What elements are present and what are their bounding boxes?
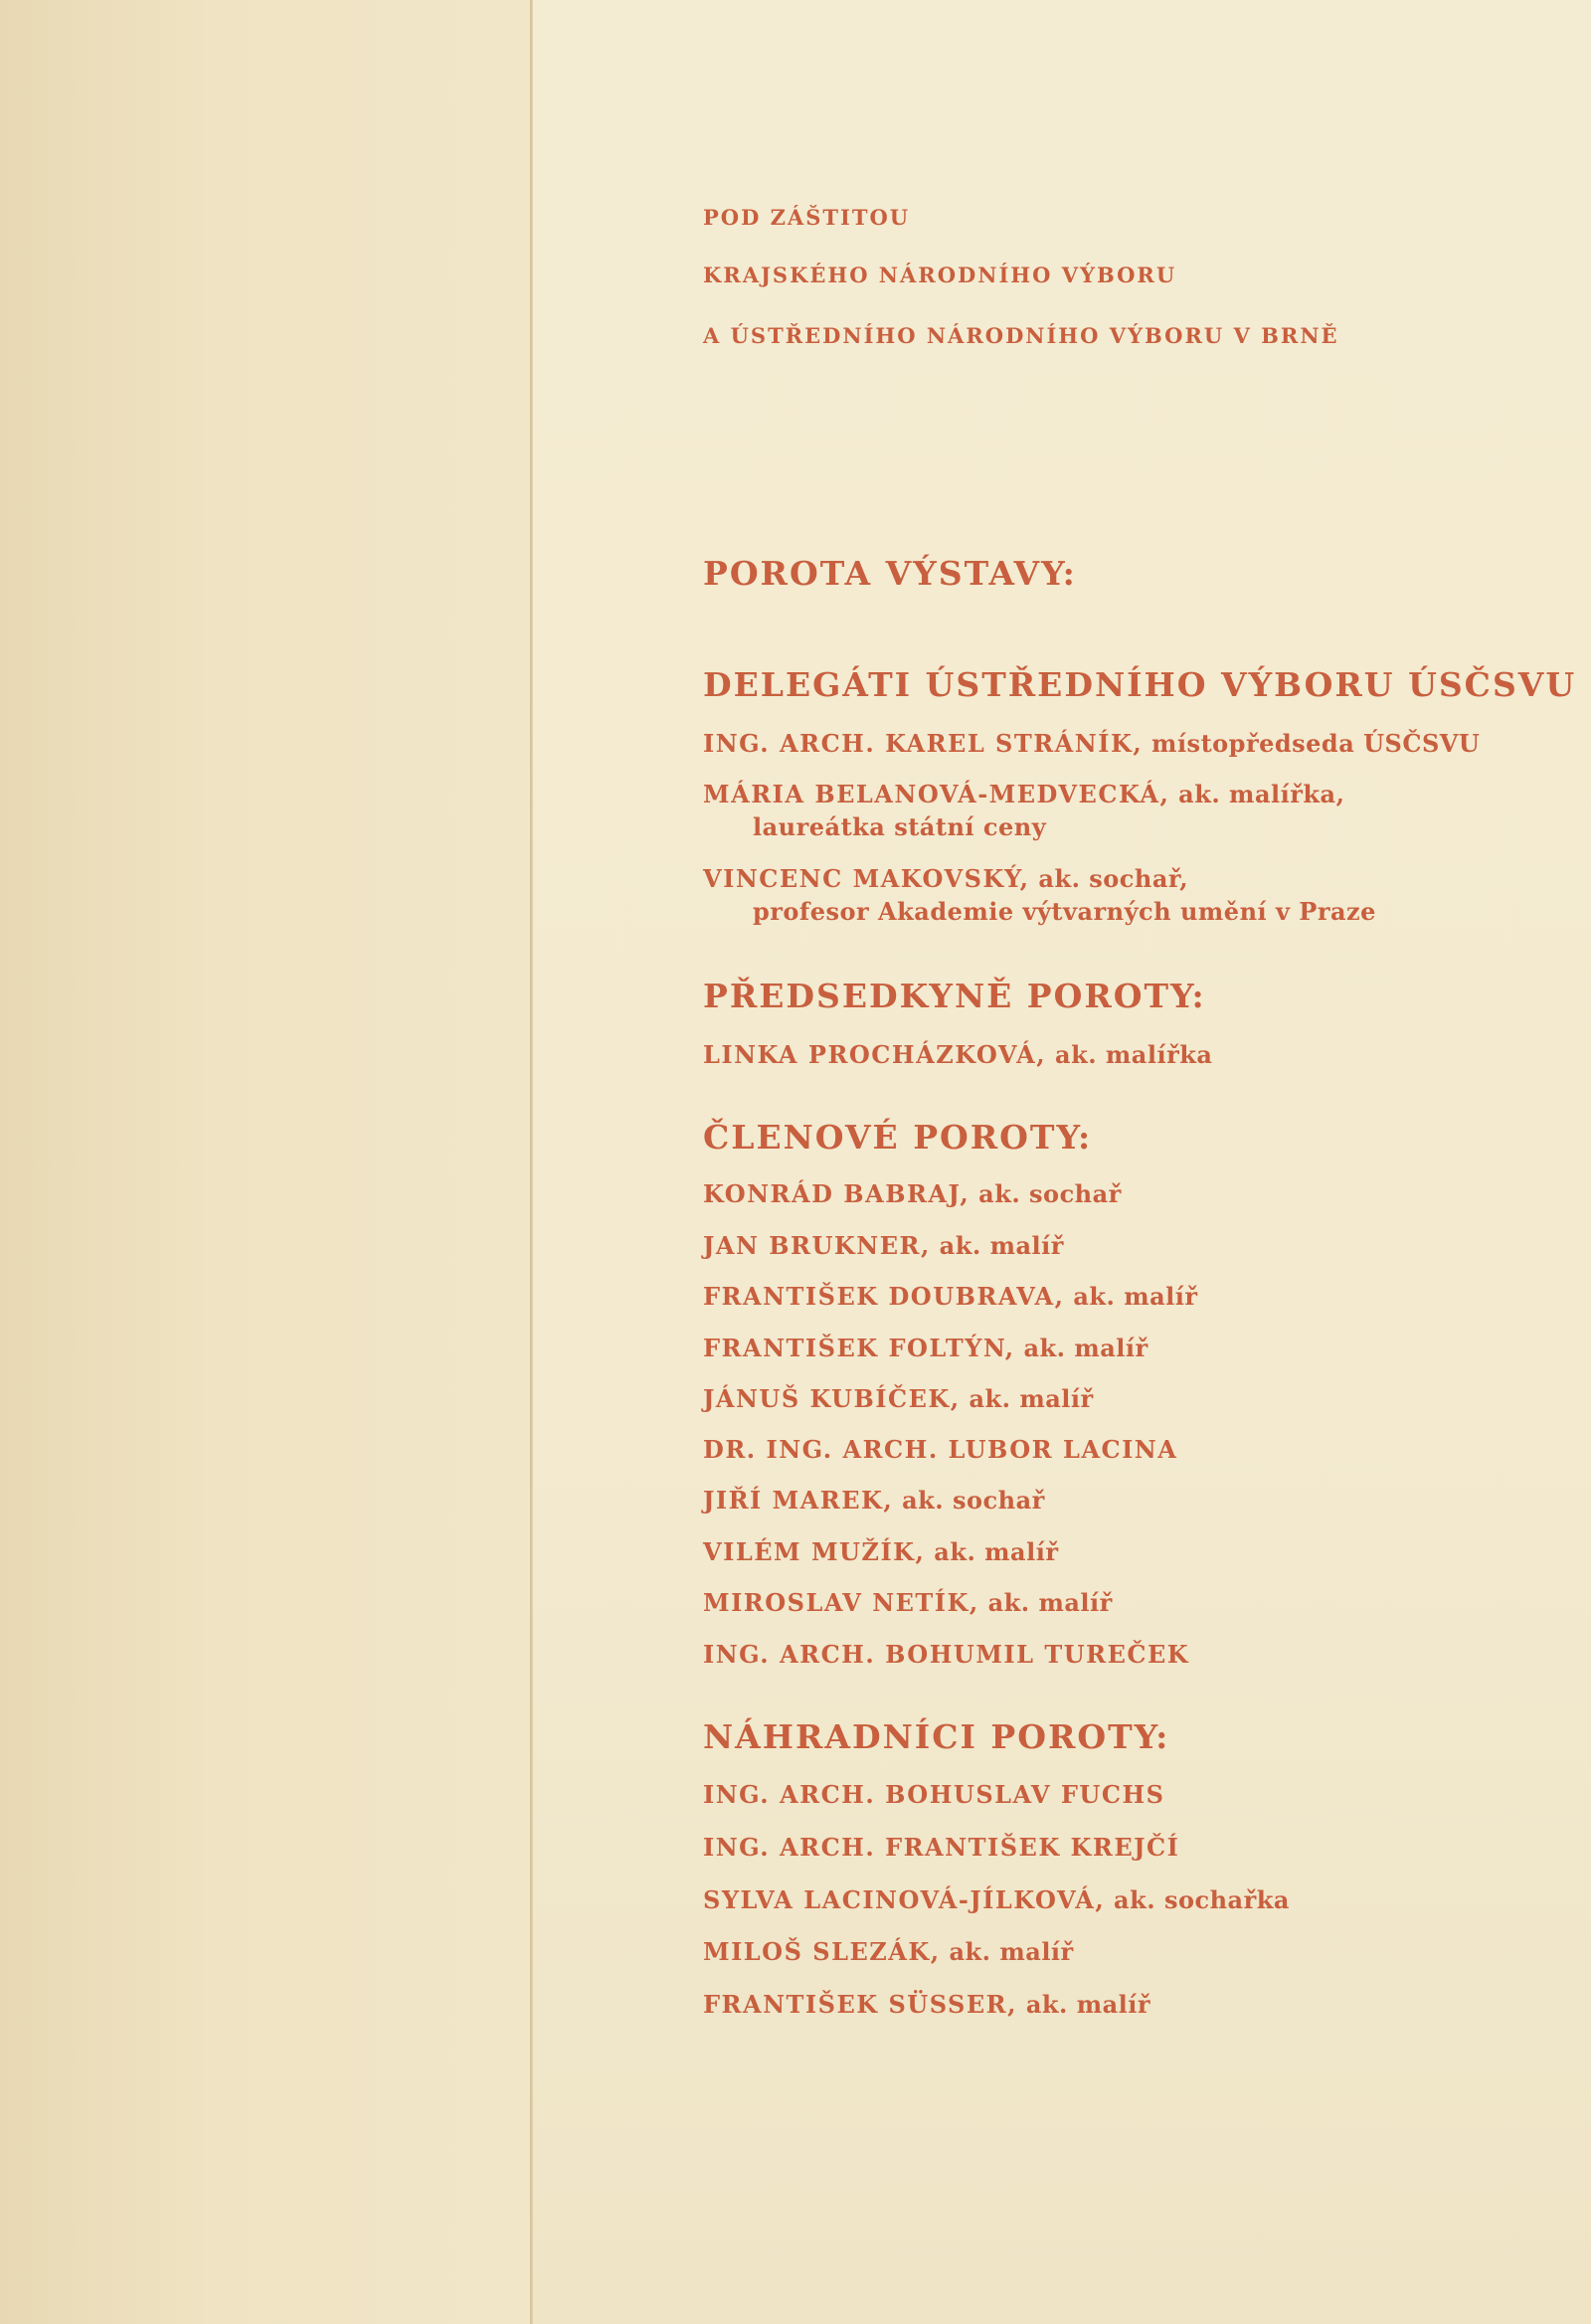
member-entry	[703, 1231, 1064, 1260]
delegate-entry	[703, 780, 1344, 841]
member-entry	[703, 1486, 1045, 1515]
person-role: ak. malíř	[930, 1231, 1064, 1260]
person-role: ak. malíř	[925, 1537, 1059, 1566]
substitute-entry	[703, 1833, 1179, 1862]
person-name: ING. ARCH. FRANTIŠEK KREJČÍ	[703, 1833, 1180, 1862]
person-role: ak. malířka	[1046, 1040, 1213, 1069]
person-name: MILOŠ SLEZÁK,	[703, 1937, 941, 1966]
patronage-line-3: A ÚSTŘEDNÍHO NÁRODNÍHO VÝBORU V BRNĚ	[703, 323, 1339, 348]
person-name: FRANTIŠEK SÜSSER,	[703, 1990, 1017, 2019]
person-role: ak. malíř	[978, 1588, 1113, 1617]
person-name: JAN BRUKNER,	[703, 1231, 931, 1260]
person-name: ING. ARCH. BOHUMIL TUREČEK	[703, 1640, 1190, 1669]
person-role: ak. sochařka	[1105, 1885, 1290, 1914]
person-role: ak. malíř	[1014, 1334, 1149, 1362]
person-role: ak. malířka,	[1169, 780, 1345, 808]
delegates-heading: DELEGÁTI ÚSTŘEDNÍHO VÝBORU ÚSČSVU	[703, 665, 1577, 704]
person-title-continuation: laureátka státní ceny	[753, 812, 1047, 841]
chair-entry	[703, 1040, 1212, 1069]
person-name: VINCENC MAKOVSKÝ,	[703, 864, 1030, 893]
substitutes-heading: NÁHRADNÍCI POROTY:	[703, 1717, 1170, 1756]
person-name: FRANTIŠEK FOLTÝN,	[703, 1334, 1015, 1362]
person-name: DR. ING. ARCH. LUBOR LACINA	[703, 1435, 1178, 1464]
patronage-line-2: KRAJSKÉHO NÁRODNÍHO VÝBORU	[703, 263, 1177, 287]
person-name: ING. ARCH. BOHUSLAV FUCHS	[703, 1780, 1165, 1809]
folded-cover-flap	[0, 0, 530, 2324]
person-role: ak. malíř	[960, 1384, 1094, 1413]
member-entry	[703, 1282, 1198, 1311]
person-name: MÁRIA BELANOVÁ-MEDVECKÁ,	[703, 780, 1170, 808]
person-name: LINKA PROCHÁZKOVÁ,	[703, 1040, 1047, 1069]
person-role: ak. sochař	[893, 1486, 1045, 1515]
person-name: ING. ARCH. KAREL STRÁNÍK,	[703, 729, 1144, 758]
person-name: VILÉM MUŽÍK,	[703, 1537, 926, 1566]
member-entry	[703, 1435, 1177, 1464]
member-entry	[703, 1179, 1122, 1208]
members-heading: ČLENOVÉ POROTY:	[703, 1118, 1093, 1157]
person-role: ak. sochař,	[1029, 864, 1189, 893]
person-name: SYLVA LACINOVÁ-JÍLKOVÁ,	[703, 1885, 1106, 1914]
document-page	[533, 0, 1591, 2324]
person-name: KONRÁD BABRAJ,	[703, 1179, 971, 1208]
person-role: ak. malíř	[940, 1937, 1074, 1966]
person-name: JÁNUŠ KUBÍČEK,	[703, 1384, 961, 1413]
person-role: ak. malíř	[1016, 1990, 1151, 2019]
chair-heading: PŘEDSEDKYNĚ POROTY:	[703, 977, 1206, 1015]
substitute-entry	[703, 1885, 1290, 1914]
person-name: JIŘÍ MAREK,	[703, 1486, 894, 1515]
substitute-entry	[703, 1990, 1150, 2019]
person-role: ak. sochař	[970, 1179, 1122, 1208]
delegate-entry	[703, 729, 1480, 758]
person-role: místopředseda ÚSČSVU	[1143, 729, 1481, 758]
person-title-continuation: profesor Akademie výtvarných umění v Praze	[753, 897, 1376, 926]
person-name: FRANTIŠEK DOUBRAVA,	[703, 1282, 1065, 1311]
member-entry	[703, 1384, 1094, 1413]
jury-title: POROTA VÝSTAVY:	[703, 554, 1077, 593]
delegate-entry	[703, 864, 1376, 926]
patronage-line-1: POD ZÁŠTITOU	[703, 205, 911, 230]
member-entry	[703, 1588, 1113, 1617]
person-role: ak. malíř	[1064, 1282, 1198, 1311]
member-entry	[703, 1640, 1189, 1669]
person-name: MIROSLAV NETÍK,	[703, 1588, 979, 1617]
substitute-entry	[703, 1780, 1164, 1809]
member-entry	[703, 1334, 1149, 1362]
member-entry	[703, 1537, 1058, 1566]
substitute-entry	[703, 1937, 1074, 1966]
